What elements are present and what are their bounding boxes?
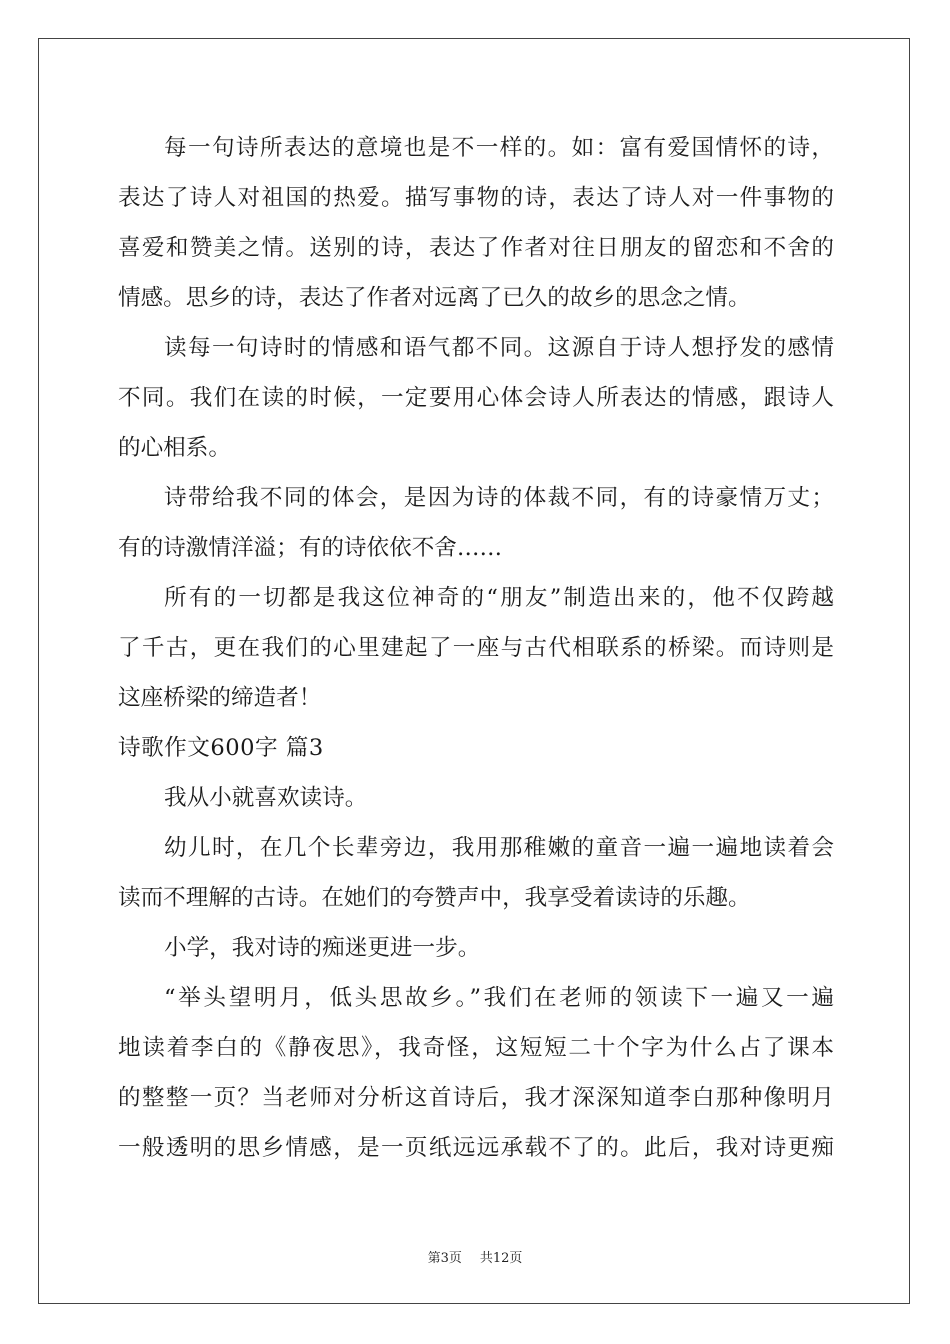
paragraph-line: 幼儿时，在几个长辈旁边，我用那稚嫩的童音一遍一遍地读着会 xyxy=(164,835,834,861)
paragraph-line: 有的诗激情洋溢；有的诗依依不舍…… xyxy=(118,535,503,561)
paragraph-line: 我从小就喜欢读诗。 xyxy=(164,785,368,811)
paragraph-line: 不同。我们在读的时候，一定要用心体会诗人所表达的情感，跟诗人 xyxy=(118,385,834,411)
page-number-total: 共12页 xyxy=(479,1251,523,1266)
paragraph-line: 诗带给我不同的体会，是因为诗的体裁不同，有的诗豪情万丈； xyxy=(164,485,834,511)
paragraph-line: 喜爱和赞美之情。送别的诗，表达了作者对往日朋友的留恋和不舍的 xyxy=(118,235,834,261)
paragraph-line: 一般透明的思乡情感，是一页纸远远承载不了的。此后，我对诗更痴 xyxy=(118,1135,834,1161)
paragraph-line: 的心相系。 xyxy=(118,435,231,461)
paragraph-line: 地读着李白的《静夜思》，我奇怪，这短短二十个字为什么占了课本 xyxy=(118,1035,834,1061)
paragraph-line: 每一句诗所表达的意境也是不一样的。如：富有爱国情怀的诗， xyxy=(164,135,834,161)
paragraph-line: 这座桥梁的缔造者！ xyxy=(118,685,322,711)
page-number-current: 第3页 xyxy=(427,1251,462,1266)
paragraph-line: 读而不理解的古诗。在她们的夸赞声中，我享受着读诗的乐趣。 xyxy=(118,885,751,911)
paragraph-line: 所有的一切都是我这位神奇的“朋友”制造出来的，他不仅跨越 xyxy=(164,585,834,611)
paragraph-line: 小学，我对诗的痴迷更进一步。 xyxy=(164,935,481,961)
paragraph-line: 读每一句诗时的情感和语气都不同。这源自于诗人想抒发的感情 xyxy=(164,335,834,361)
paragraph-line: 的整整一页？当老师对分析这首诗后，我才深深知道李白那种像明月 xyxy=(118,1085,834,1111)
document-body xyxy=(118,130,834,1180)
paragraph-line: 表达了诗人对祖国的热爱。描写事物的诗，表达了诗人对一件事物的 xyxy=(118,185,834,211)
page-footer xyxy=(0,1247,950,1266)
paragraph-line: 了千古，更在我们的心里建起了一座与古代相联系的桥梁。而诗则是 xyxy=(118,635,834,661)
section-heading: 诗歌作文600字 篇3 xyxy=(118,735,324,761)
paragraph-line: 情感。思乡的诗，表达了作者对远离了已久的故乡的思念之情。 xyxy=(118,285,751,311)
paragraph-line: “举头望明月，低头思故乡。”我们在老师的领读下一遍又一遍 xyxy=(164,985,834,1011)
